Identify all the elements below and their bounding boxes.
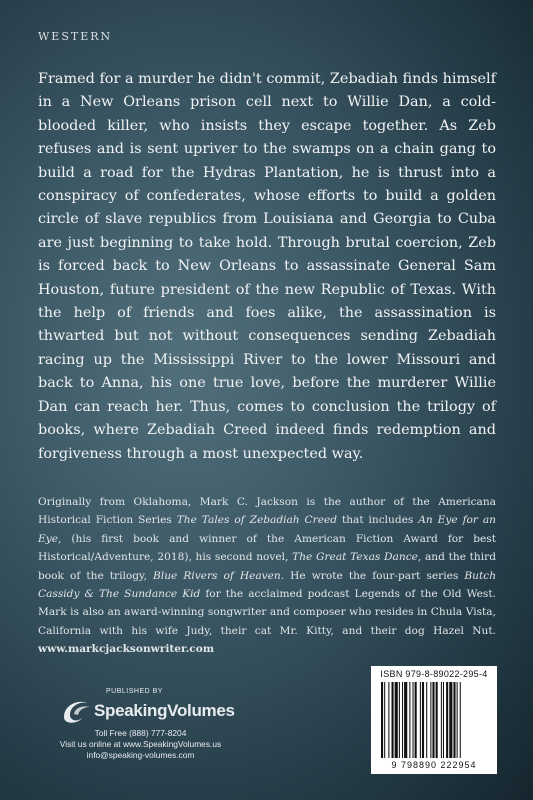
bio-text: for the acclaimed podcast Legends of the Old West. Mark is also an award-winning songwriter and composer who resides in Chula Vista, California with his wife Judy, their cat Mr. Kitty, and their dog Hazel Nut. (38, 588, 496, 637)
book-title: Blue Rivers of Heaven (153, 569, 281, 582)
publisher-phone: Toll Free (888) 777-8204 (94, 728, 187, 738)
book-title: An Eye for an Eye (38, 514, 496, 545)
bio-text: , (his first book and winner of the American Fiction Award for best Historical/Adventure, 2018), his second novel, (38, 532, 496, 564)
author-website: www.markcjacksonwriter.com (38, 643, 215, 656)
genre-label: WESTERN (38, 30, 113, 43)
barcode-number: 9 798890 222954 (391, 760, 477, 770)
bio-text: that includes (337, 514, 419, 527)
book-blurb: Framed for a murder he didn't commit, Zebadiah finds himself in a New Orleans prison cell next to Willie Dan, a cold-blooded killer, who insists they escape together. As Zeb refuses and is sent upriver to the swamps on a chain gang to build a road for the Hydras Plantation, he is thrust into a conspiracy of confederates, whose efforts to build a golden circle of slave republics from Louisiana and Georgia to Cuba are just beginning to take hold. Through brutal coercion, Zeb is forced back to New Orleans to assassinate General Sam Houston, future president of the new Republic of Texas. With the help of friends and foes alike, the assassination is thwarted but not without consequences sending Zebadiah racing up the Mississippi River to the lower Missouri and back to Anna, his one true love, before the murderer Willie Dan can reach her. Thus, comes to conclusion the trilogy of books, where Zebadiah Creed indeed finds redemption and forgiveness through a most unexpected way. (38, 71, 496, 462)
publisher-email: info@speaking-volumes.com (86, 750, 195, 760)
author-bio (38, 493, 496, 659)
publisher-website: Visit us online at www.SpeakingVolumes.us (59, 739, 222, 749)
publisher-name: SpeakingVolumes (94, 701, 235, 720)
isbn-label: ISBN 979-8-89022-295-4 (380, 669, 488, 679)
publisher-block (38, 688, 238, 761)
bio-text: Originally from Oklahoma, Mark C. Jackson is the author of the Americana Historical Fiction Series (38, 496, 496, 527)
publisher-logo (60, 697, 238, 725)
podcast-title: Butch Cassidy & The Sundance Kid (38, 569, 497, 601)
book-title: The Great Texas Dance (292, 551, 418, 564)
barcode-box (371, 666, 497, 774)
bio-text: , and the third book of the trilogy, (38, 551, 496, 582)
bio-text: . He wrote the four-part series (280, 569, 465, 582)
series-title: The Tales of Zebadiah Creed (176, 514, 338, 527)
barcode-icon (381, 682, 487, 758)
publisher-label: PUBLISHED BY (106, 688, 163, 695)
swirl-logo-icon (60, 697, 94, 725)
